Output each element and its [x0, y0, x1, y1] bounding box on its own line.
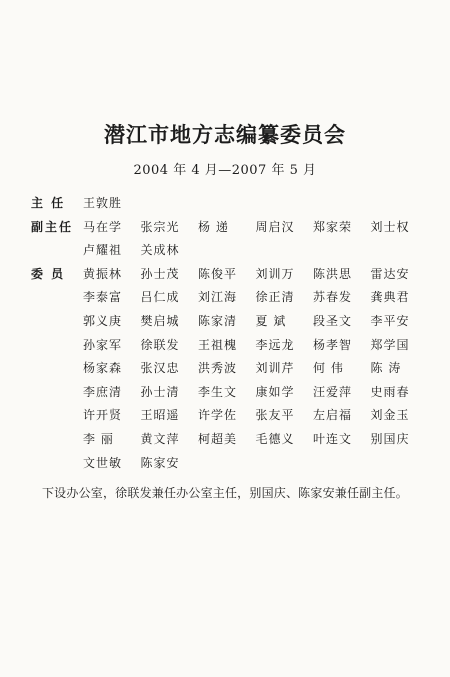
- member-name: 许学佐: [198, 408, 238, 423]
- member-name: 李远龙: [255, 337, 295, 352]
- roster-row: [31, 263, 431, 287]
- member-name: 史雨春: [370, 384, 410, 399]
- member-name: 孙士茂: [140, 266, 180, 281]
- member-name: 刘士权: [370, 219, 410, 234]
- member-name: 何 伟: [313, 361, 344, 376]
- member-name: 许开贤: [83, 408, 123, 423]
- member-name: 李平安: [370, 313, 410, 328]
- member-name: 陈家清: [198, 313, 238, 328]
- member-name: 徐正清: [255, 290, 295, 305]
- member-name: 王昭遥: [140, 408, 180, 423]
- member-name: 马在学: [83, 219, 123, 234]
- member-name: 左启福: [313, 408, 353, 423]
- member-name: 刘训万: [255, 266, 295, 281]
- member-name: 张友平: [255, 408, 295, 423]
- member-name: 吕仁成: [140, 290, 180, 305]
- member-name: 孙士清: [140, 384, 180, 399]
- member-name: 卢耀祖: [83, 243, 123, 258]
- roster-row: [31, 216, 431, 240]
- roster-row: [31, 310, 431, 334]
- member-name: 李 丽: [83, 431, 114, 446]
- member-name: 郑家荣: [313, 219, 353, 234]
- role-label: 委 员: [31, 266, 66, 281]
- member-name: 郑学国: [370, 337, 410, 352]
- footer-note: 下设办公室，徐联发兼任办公室主任，别国庆、陈家安兼任副主任。: [41, 486, 408, 500]
- member-name: 陈俊平: [198, 266, 238, 281]
- member-name: 陈 涛: [370, 361, 402, 376]
- member-name: 柯超美: [198, 431, 238, 446]
- committee-roster: [31, 192, 431, 475]
- role-label: 主 任: [31, 196, 66, 210]
- member-name: 刘训芹: [255, 361, 295, 376]
- member-name: 徐联发: [140, 337, 180, 352]
- member-name: 王敦胜: [83, 196, 123, 210]
- member-name: 郭义庚: [83, 313, 123, 328]
- role-label: 副主任: [31, 219, 74, 234]
- member-name: 周启汉: [255, 219, 295, 234]
- member-name: 洪秀波: [198, 361, 238, 376]
- page-title: 潜江市地方志编纂委员会: [104, 122, 346, 147]
- member-name: 杨家森: [83, 361, 123, 376]
- member-name: 李生文: [198, 384, 238, 399]
- member-name: 苏春发: [313, 290, 353, 305]
- member-name: 文世敏: [83, 455, 123, 470]
- roster-row: [31, 286, 431, 310]
- roster-row: [31, 334, 431, 358]
- member-name: 刘江海: [198, 290, 238, 305]
- roster-row: [31, 452, 431, 476]
- member-name: 段圣文: [313, 313, 353, 328]
- member-name: 张宗光: [140, 219, 180, 234]
- member-name: 汪爱萍: [313, 384, 353, 399]
- member-name: 王祖槐: [198, 337, 238, 352]
- member-name: 樊启城: [140, 313, 180, 328]
- member-name: 陈洪思: [313, 266, 353, 281]
- member-name: 孙家军: [83, 337, 123, 352]
- member-name: 李庶清: [83, 384, 123, 399]
- member-name: 夏 斌: [255, 313, 287, 328]
- member-name: 李泰富: [83, 290, 123, 305]
- roster-row: [31, 239, 431, 263]
- member-name: 黄振林: [83, 266, 123, 281]
- member-name: 毛德义: [255, 431, 295, 446]
- roster-row: [31, 428, 431, 452]
- roster-row: [31, 357, 431, 381]
- member-name: 刘金玉: [370, 408, 410, 423]
- member-name: 龚典君: [370, 290, 410, 305]
- member-name: 杨 递: [198, 219, 229, 234]
- roster-row: [31, 404, 431, 428]
- member-name: 陈家安: [140, 455, 180, 470]
- member-name: 别国庆: [370, 431, 410, 446]
- roster-row: [31, 381, 431, 405]
- member-name: 张汉忠: [140, 361, 180, 376]
- member-name: 杨孝智: [313, 337, 353, 352]
- roster-row: [31, 192, 431, 216]
- member-name: 关成林: [140, 243, 180, 258]
- member-name: 雷达安: [370, 266, 410, 281]
- date-range: 2004 年 4 月—2007 年 5 月: [133, 163, 317, 178]
- member-name: 康如学: [255, 384, 295, 399]
- member-name: 叶连文: [313, 431, 353, 446]
- member-name: 黄文萍: [140, 431, 180, 446]
